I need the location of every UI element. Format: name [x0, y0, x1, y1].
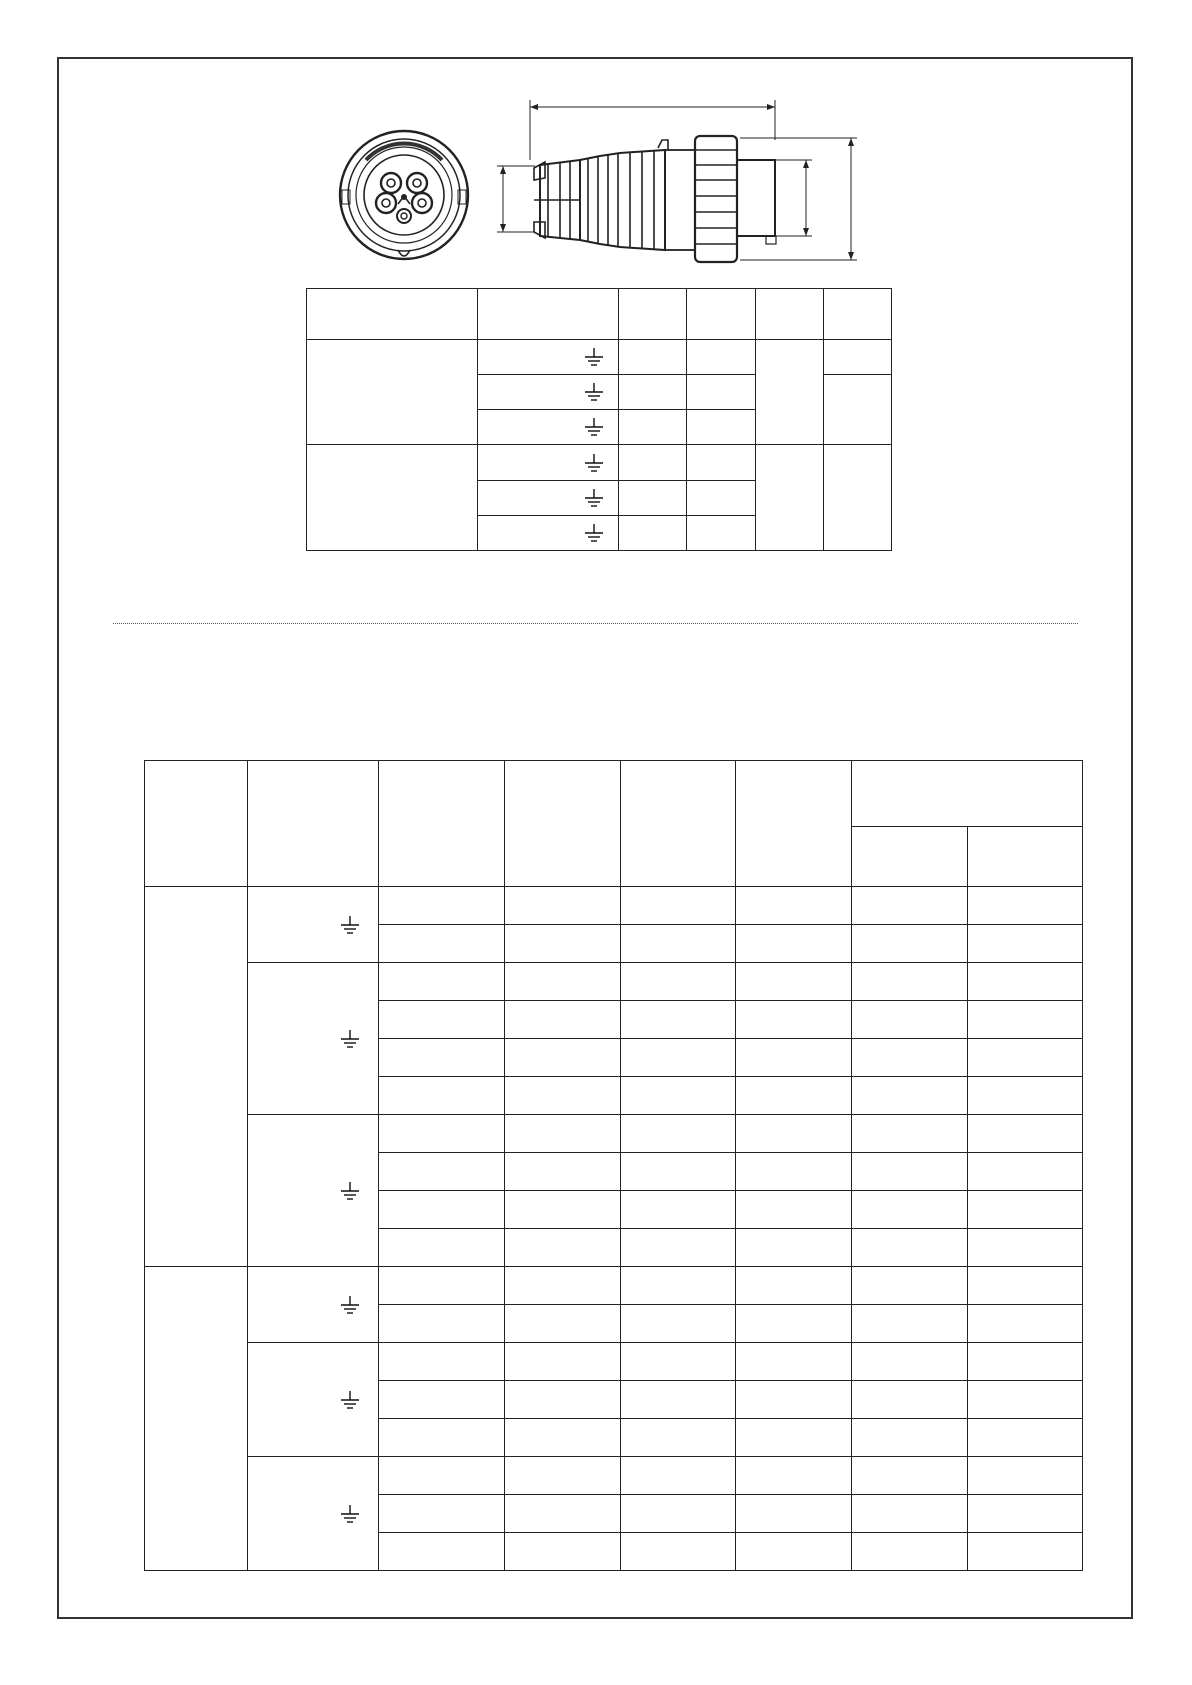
table2-cell — [379, 1533, 505, 1571]
table2-cell — [968, 1381, 1083, 1419]
table2-cell — [852, 1381, 968, 1419]
table2-cell — [379, 1191, 505, 1229]
earth-ground-icon — [340, 1029, 360, 1049]
table2-cell — [505, 1419, 621, 1457]
table2-cell — [852, 1229, 968, 1267]
table2-cell — [736, 1039, 852, 1077]
table2-cell — [968, 1533, 1083, 1571]
table2-cell — [621, 1229, 736, 1267]
table1-cell — [687, 516, 756, 551]
table2-cell — [852, 1077, 968, 1115]
table2-cell — [852, 925, 968, 963]
table2-cell — [968, 925, 1083, 963]
table2-cell — [968, 1457, 1083, 1495]
table2-cell — [736, 1457, 852, 1495]
table2-cell — [968, 1267, 1083, 1305]
table2-cell — [621, 1381, 736, 1419]
table2-cell — [968, 1229, 1083, 1267]
table-row — [145, 1267, 1083, 1305]
table2-cell — [736, 1115, 852, 1153]
table1-header-cell — [307, 289, 478, 340]
table1-pin-cell — [478, 516, 619, 551]
table2-cell — [968, 1191, 1083, 1229]
table2-cell — [505, 925, 621, 963]
table1-cell — [619, 516, 687, 551]
table2-cell — [968, 887, 1083, 925]
table2-subheader-cell — [852, 827, 968, 887]
table2-pin-cell — [248, 1343, 379, 1457]
table1-cell — [756, 340, 824, 445]
table2-cell — [852, 1419, 968, 1457]
table1-cell — [687, 340, 756, 375]
table1-pin-cell — [478, 410, 619, 445]
table1-cell — [619, 340, 687, 375]
table2-cell — [852, 1001, 968, 1039]
table1-cell — [824, 340, 892, 375]
table2-cell — [379, 887, 505, 925]
technical-drawing — [0, 0, 1192, 270]
table1-header-cell — [478, 289, 619, 340]
earth-ground-icon — [584, 382, 604, 402]
table2-cell — [505, 1115, 621, 1153]
table2-cell — [379, 1229, 505, 1267]
table2-cell — [505, 1001, 621, 1039]
table2-cell — [736, 1191, 852, 1229]
table2-cell — [621, 1077, 736, 1115]
table-row — [145, 887, 1083, 925]
table2-cell — [736, 1305, 852, 1343]
table2-cell — [379, 1419, 505, 1457]
table2-cell — [505, 963, 621, 1001]
table2-cell — [379, 1343, 505, 1381]
table2-cell — [736, 1267, 852, 1305]
table1-cell — [687, 481, 756, 516]
table2-cell — [379, 925, 505, 963]
table2-cell — [505, 1533, 621, 1571]
table2-pin-cell — [248, 1457, 379, 1571]
table1-group-cell — [307, 340, 478, 445]
table2-cell — [621, 1153, 736, 1191]
table2-cell — [968, 1039, 1083, 1077]
table2-header-cell — [852, 761, 1083, 827]
table1-cell — [756, 445, 824, 551]
earth-ground-icon — [584, 347, 604, 367]
table2-cell — [736, 1153, 852, 1191]
earth-ground-icon — [584, 417, 604, 437]
earth-ground-icon — [584, 523, 604, 543]
table2-cell — [379, 1457, 505, 1495]
table-row — [145, 963, 1083, 1001]
table1-cell — [619, 445, 687, 481]
table2-cell — [736, 1343, 852, 1381]
table1-pin-cell — [478, 340, 619, 375]
table2-cell — [505, 1267, 621, 1305]
table1-group-cell — [307, 445, 478, 551]
table1-pin-cell — [478, 375, 619, 410]
table2-cell — [621, 963, 736, 1001]
table2-cell — [505, 1495, 621, 1533]
table2-cell — [736, 887, 852, 925]
table2-cell — [968, 1343, 1083, 1381]
plug-side-view-icon — [497, 100, 857, 262]
earth-ground-icon — [340, 1181, 360, 1201]
table2-cell — [968, 1495, 1083, 1533]
order-table — [144, 760, 1083, 1571]
table2-cell — [968, 1153, 1083, 1191]
table2-cell — [621, 1495, 736, 1533]
earth-ground-icon — [584, 453, 604, 473]
table-row — [145, 1115, 1083, 1153]
table2-cell — [852, 1039, 968, 1077]
table2-cell — [736, 1419, 852, 1457]
table2-cell — [968, 963, 1083, 1001]
table2-cell — [852, 1191, 968, 1229]
table2-cell — [505, 1343, 621, 1381]
table2-cell — [852, 1153, 968, 1191]
table2-cell — [379, 1077, 505, 1115]
table2-cell — [621, 1191, 736, 1229]
table2-cell — [852, 1305, 968, 1343]
table2-cell — [852, 1457, 968, 1495]
table1-header-cell — [756, 289, 824, 340]
table2-cell — [852, 1343, 968, 1381]
table2-cell — [968, 1115, 1083, 1153]
table1-header-cell — [687, 289, 756, 340]
table2-cell — [621, 887, 736, 925]
table2-cell — [968, 1001, 1083, 1039]
table2-cell — [736, 963, 852, 1001]
table2-header-cell — [379, 761, 505, 887]
table2-cell — [736, 925, 852, 963]
table2-pin-cell — [248, 1115, 379, 1267]
table1-header-cell — [619, 289, 687, 340]
table2-cell — [621, 1267, 736, 1305]
table2-cell — [852, 1115, 968, 1153]
table2-cell — [379, 1039, 505, 1077]
table2-subheader-cell — [968, 827, 1083, 887]
table2-cell — [968, 1419, 1083, 1457]
section-divider — [113, 623, 1078, 624]
socket-front-view-icon — [340, 131, 468, 259]
table2-cell — [379, 1267, 505, 1305]
table2-header-cell — [505, 761, 621, 887]
earth-ground-icon — [584, 488, 604, 508]
table2-group-cell — [145, 1267, 248, 1571]
table2-cell — [968, 1077, 1083, 1115]
earth-ground-icon — [340, 1390, 360, 1410]
table2-pin-cell — [248, 887, 379, 963]
table1-cell — [824, 445, 892, 551]
table2-cell — [621, 1305, 736, 1343]
table2-cell — [505, 1191, 621, 1229]
table2-cell — [736, 1229, 852, 1267]
table2-header-cell — [621, 761, 736, 887]
table2-cell — [621, 925, 736, 963]
table2-cell — [736, 1495, 852, 1533]
table2-cell — [852, 887, 968, 925]
table-row — [145, 1457, 1083, 1495]
table1-pin-cell — [478, 445, 619, 481]
table-row — [145, 1343, 1083, 1381]
table1-cell — [824, 375, 892, 445]
table2-cell — [379, 1495, 505, 1533]
table2-cell — [505, 887, 621, 925]
table2-cell — [621, 1343, 736, 1381]
table2-cell — [621, 1001, 736, 1039]
table2-pin-cell — [248, 963, 379, 1115]
table2-cell — [736, 1077, 852, 1115]
table2-group-cell — [145, 887, 248, 1267]
table1-cell — [619, 410, 687, 445]
table2-cell — [379, 1305, 505, 1343]
table2-cell — [379, 1001, 505, 1039]
table2-cell — [505, 1457, 621, 1495]
table2-cell — [379, 1153, 505, 1191]
table2-cell — [621, 1039, 736, 1077]
table2-body — [145, 887, 1083, 1571]
table2-cell — [505, 1229, 621, 1267]
table2-cell — [505, 1381, 621, 1419]
table1-cell — [687, 375, 756, 410]
table1-cell — [619, 481, 687, 516]
table2-cell — [736, 1533, 852, 1571]
table2-cell — [621, 1533, 736, 1571]
table2-cell — [736, 1001, 852, 1039]
table2-cell — [505, 1305, 621, 1343]
table2-cell — [505, 1153, 621, 1191]
table2-cell — [621, 1115, 736, 1153]
table2-cell — [379, 1115, 505, 1153]
table2-cell — [621, 1419, 736, 1457]
earth-ground-icon — [340, 915, 360, 935]
table2-cell — [379, 1381, 505, 1419]
table2-cell — [968, 1305, 1083, 1343]
table2-cell — [505, 1039, 621, 1077]
table2-header-cell — [145, 761, 248, 887]
table2-cell — [505, 1077, 621, 1115]
table2-cell — [736, 1381, 852, 1419]
table2-cell — [852, 1533, 968, 1571]
table1-cell — [687, 410, 756, 445]
earth-ground-icon — [340, 1504, 360, 1524]
table1-cell — [619, 375, 687, 410]
table2-cell — [379, 963, 505, 1001]
table2-header-cell — [736, 761, 852, 887]
table2-cell — [852, 1495, 968, 1533]
table1-cell — [687, 445, 756, 481]
table1-header-cell — [824, 289, 892, 340]
table1-pin-cell — [478, 481, 619, 516]
table2-header-cell — [248, 761, 379, 887]
table2-cell — [852, 963, 968, 1001]
ratings-table — [306, 288, 892, 551]
table2-cell — [852, 1267, 968, 1305]
table2-cell — [621, 1457, 736, 1495]
earth-ground-icon — [340, 1295, 360, 1315]
table2-pin-cell — [248, 1267, 379, 1343]
